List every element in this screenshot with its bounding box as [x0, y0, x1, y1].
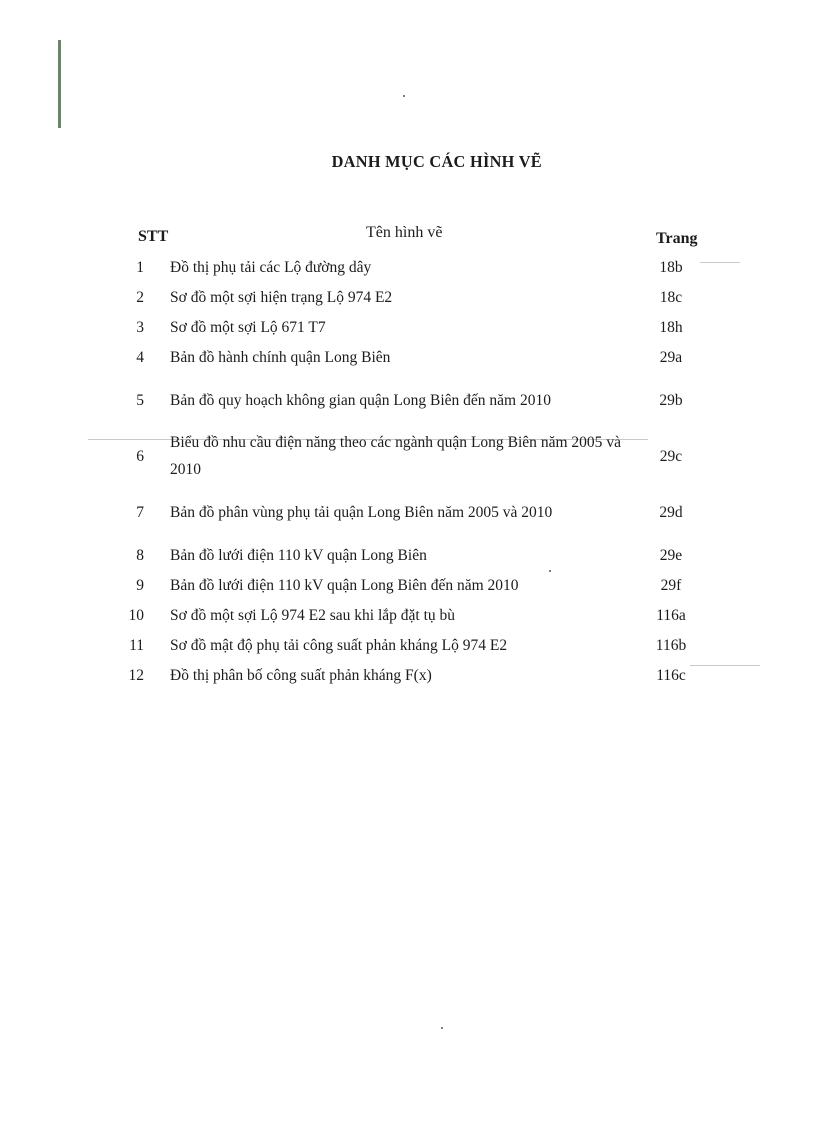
- row-number: 5: [136, 391, 144, 409]
- figure-name: Bản đồ hành chính quận Long Biên: [170, 348, 391, 366]
- figure-name: Sơ đồ một sợi hiện trạng Lộ 974 E2: [170, 288, 393, 306]
- page-ref: 116a: [656, 606, 686, 624]
- scan-speck: [441, 1027, 443, 1029]
- table-row: [0, 630, 816, 660]
- scan-edge-mark: [58, 40, 61, 128]
- row-number: 11: [129, 636, 144, 654]
- table-row: [0, 570, 816, 600]
- page-ref: 29e: [659, 546, 683, 564]
- figure-name: Sơ đồ một sợi Lộ 671 T7: [170, 318, 326, 336]
- table-row: [0, 372, 816, 428]
- table-row: [0, 484, 816, 540]
- figure-name: Sơ đồ mật độ phụ tải công suất phản kháng Lộ 974 E2: [170, 636, 508, 654]
- page-ref: 29f: [660, 576, 682, 594]
- table-row: [0, 540, 816, 570]
- scan-speck: [403, 95, 405, 97]
- figure-name: Đồ thị phân bố công suất phản kháng F(x): [170, 666, 432, 684]
- row-number: 1: [136, 258, 144, 276]
- table-row: [0, 312, 816, 342]
- page-ref: 18b: [659, 258, 683, 276]
- figure-name: Đồ thị phụ tải các Lộ đường dây: [170, 258, 372, 276]
- row-number: 12: [128, 666, 144, 684]
- row-number: 3: [136, 318, 144, 336]
- page-title: DANH MỤC CÁC HÌNH VẼ: [331, 152, 542, 171]
- figure-name: Bản đồ quy hoạch không gian quận Long Biên đến năm 2010: [170, 391, 551, 409]
- page-ref: 29b: [659, 391, 683, 409]
- column-header-name: Tên hình vẽ: [366, 224, 443, 241]
- page-ref: 116b: [655, 636, 687, 654]
- row-number: 2: [136, 288, 144, 306]
- figure-name: Bản đồ phân vùng phụ tải quận Long Biên năm 2005 và 2010: [170, 503, 553, 521]
- row-number: 6: [136, 447, 144, 465]
- page-ref: 29a: [659, 348, 683, 366]
- page-ref: 29c: [659, 447, 683, 465]
- table-row: [0, 428, 816, 484]
- table-row: [0, 342, 816, 372]
- figure-name: Bản đồ lưới điện 110 kV quận Long Biên: [170, 546, 427, 564]
- column-header-page: Trang: [656, 230, 698, 247]
- figure-list: [0, 252, 816, 690]
- row-number: 7: [136, 503, 144, 521]
- page-ref: 29d: [659, 503, 683, 521]
- row-number: 10: [128, 606, 144, 624]
- row-number: 4: [136, 348, 144, 366]
- row-number: 9: [136, 576, 144, 594]
- page-ref: 116c: [656, 666, 686, 684]
- page-ref: 18c: [659, 288, 683, 306]
- page-ref: 18h: [659, 318, 683, 336]
- column-header-stt: STT: [138, 228, 169, 245]
- figure-name: Biểu đồ nhu cầu điện năng theo các ngành quận Long Biên năm 2005 và 2010: [170, 434, 621, 478]
- figure-name: Sơ đồ một sợi Lộ 974 E2 sau khi lắp đặt tụ bù: [170, 606, 456, 624]
- figure-name: Bản đồ lưới điện 110 kV quận Long Biên đến năm 2010: [170, 576, 519, 594]
- row-number: 8: [136, 546, 144, 564]
- table-row: [0, 282, 816, 312]
- table-row: [0, 600, 816, 630]
- table-row: [0, 660, 816, 690]
- table-header: [0, 224, 816, 248]
- table-row: [0, 252, 816, 282]
